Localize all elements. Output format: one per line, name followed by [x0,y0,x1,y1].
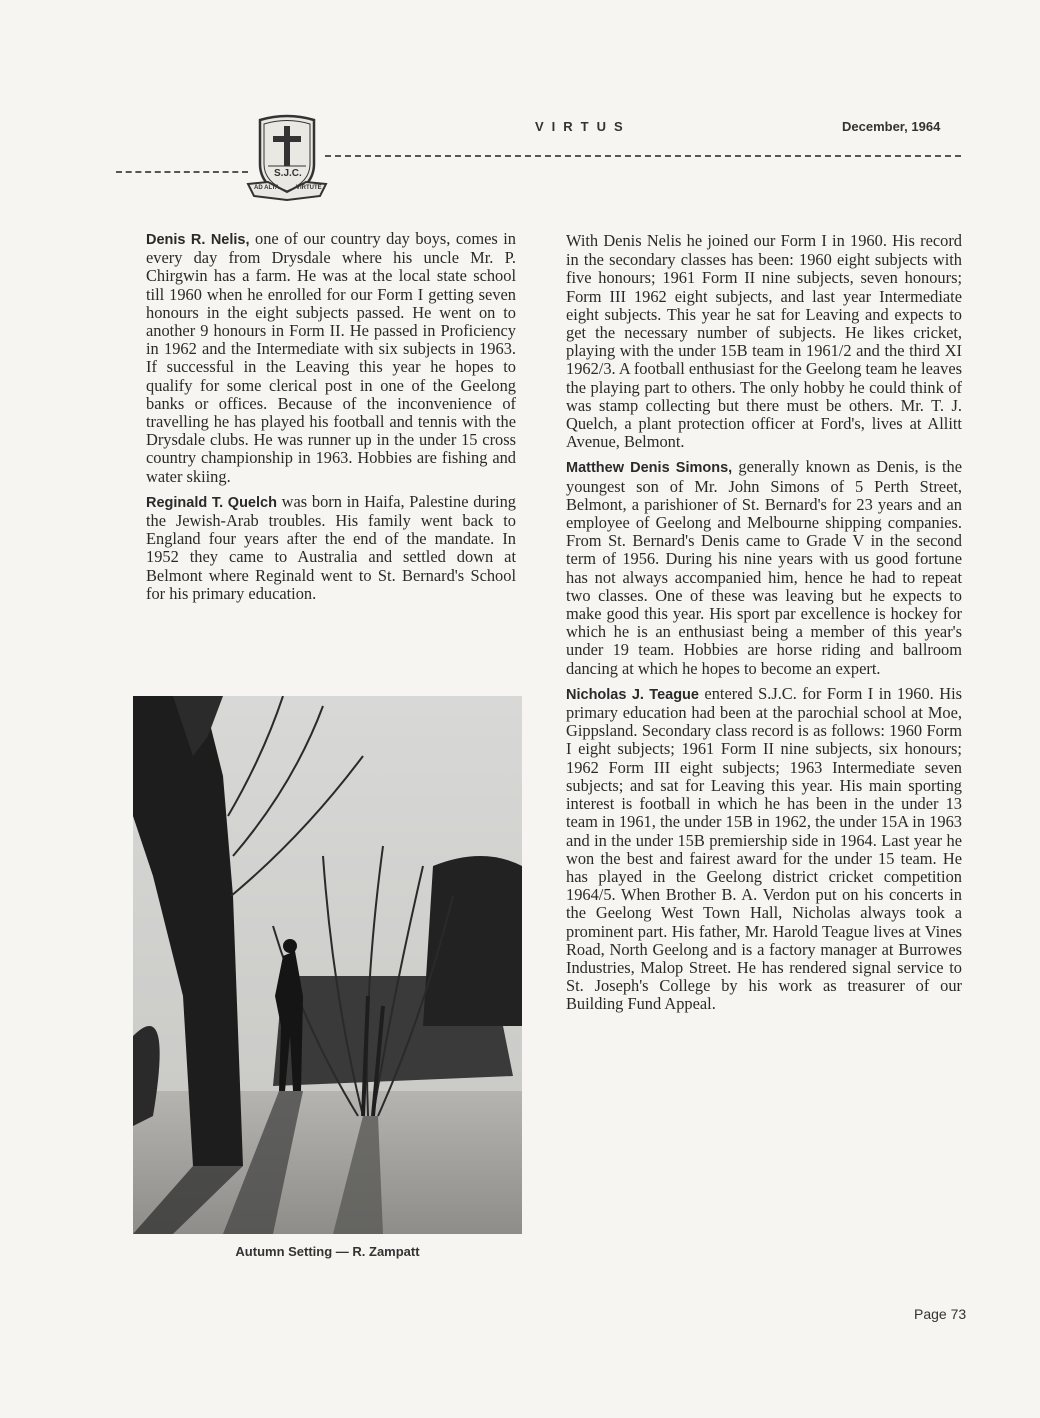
paragraph-text: generally known as Denis, is the youngest son of Mr. John Simons of 5 Perth Street, Belmont, a parishioner of St. Bernard's for 23 years and an employee of Geelong and Melbourne shipping companies. From St. Bernard's Denis came to Grade V in the second term of 1956. During his nine years with us good fortune has not always accompanied him, hence he had to repeat two classes. One of these was leaving but he expects to make good this year. His sport par excellence is hockey for which he is an enthusiast being a member of this year's under 19 team. Hobbies are horse riding and ballroom dancing at which he hopes to become an expert. [566,457,962,678]
paragraph-quelch-continued [566,232,962,451]
paragraph-text: was born in Haifa, Palestine during the Jewish-Arab troubles. His family went back to England four years after the end of the mandate. In 1952 they came to Australia and settled down at Belmont where Reginald went to St. Bernard's School for his primary education. [146,491,516,603]
photo-caption: Autumn Setting — R. Zampatt [235,1244,420,1259]
right-column [566,232,962,1021]
college-crest [246,112,328,202]
paragraph-nelis [146,230,516,486]
crest-ribbon-right: VIRTUTE [296,185,322,191]
crest-ribbon-left: AD ALTA [254,185,280,191]
paragraph-text: With Denis Nelis he joined our Form I in 1960. His record in the secondary classes has been: 1960 eight subjects with five honours; 1961 Form II nine subjects, seven honours; Form III 1962 eight subjects, and last year Intermediate eight subjects. This year he sat for Leaving and expects to get the necessary number of subjects. He likes cricket, playing with the under 15B team in 1961/2 and the third XI 1962/3. A football enthusiast for the Geelong team he leaves the playing part to others. The only hobby he could think of was stamp collecting but there must be others. Mr. T. J. Quelch, a plant protection officer at Ford's, lives at Allitt Avenue, Belmont. [566,231,963,452]
student-name: Nicholas J. Teague [566,686,699,703]
left-column [146,230,516,610]
student-name: Reginald T. Quelch [146,494,277,511]
page-number: Page 73 [914,1306,967,1322]
magazine-title: VIRTUS [535,119,631,134]
header-rule-right [325,155,961,157]
header-rule-left [116,171,248,173]
photo-autumn-setting [133,696,522,1234]
student-name: Denis R. Nelis, [146,232,250,248]
crest-monogram: S.J.C. [274,168,302,179]
paragraph-simons [566,458,962,677]
paragraph-teague [566,685,962,1014]
student-name: Matthew Denis Simons, [566,460,733,477]
issue-date: December, 1964 [842,119,941,134]
paragraph-text: entered S.J.C. for Form I in 1960. His primary education had been at the parochial school at Moe, Gippsland. Secondary class record is as follows: 1960 Form I eight subjects; 1961 Form II nine subjects, six honours; 1962 Form III eight subjects; 1963 Intermediate seven subjects; and sat for Leaving this year. His main sporting interest is football in which he has been in the under 13 team in 1961, the under 15B in 1962, the under 15A in 1963 and in the under 15B premiership side in 1964. Last year he won the best and fairest award for the under 15 team. He has played in the Geelong district cricket competition 1964/5. When Brother B. A. Verdon put on his concerts in the Geelong West Town Hall, Nicholas always took a prominent part. His father, Mr. Harold Teague lives at Vines Road, North Geelong and is a factory manager at Burrowes Industries, Malop Street. He has rendered signal service to St. Joseph's College by his work as treasurer of our Building Fund Appeal. [566,683,962,1014]
paragraph-text: one of our country day boys, comes in every day from Drysdale where his uncle Mr. P. Chirgwin has a farm. He was at the local state school till 1960 when he enrolled for our Form I getting seven honours in the eight subjects passed. He went on to another 9 honours in Form II. He passed in Proficiency in 1962 and the Intermediate with six subjects in 1963. If successful in the Leaving this year he hopes to qualify for some clerical post in one of the Geelong banks or offices. Because of the inconvenience of travelling he has played his football and tennis with the Drysdale clubs. He was runner up in the under 15 cross country championship in 1963. Hobbies are fishing and water skiing. [146,229,516,486]
paragraph-quelch [146,493,516,603]
